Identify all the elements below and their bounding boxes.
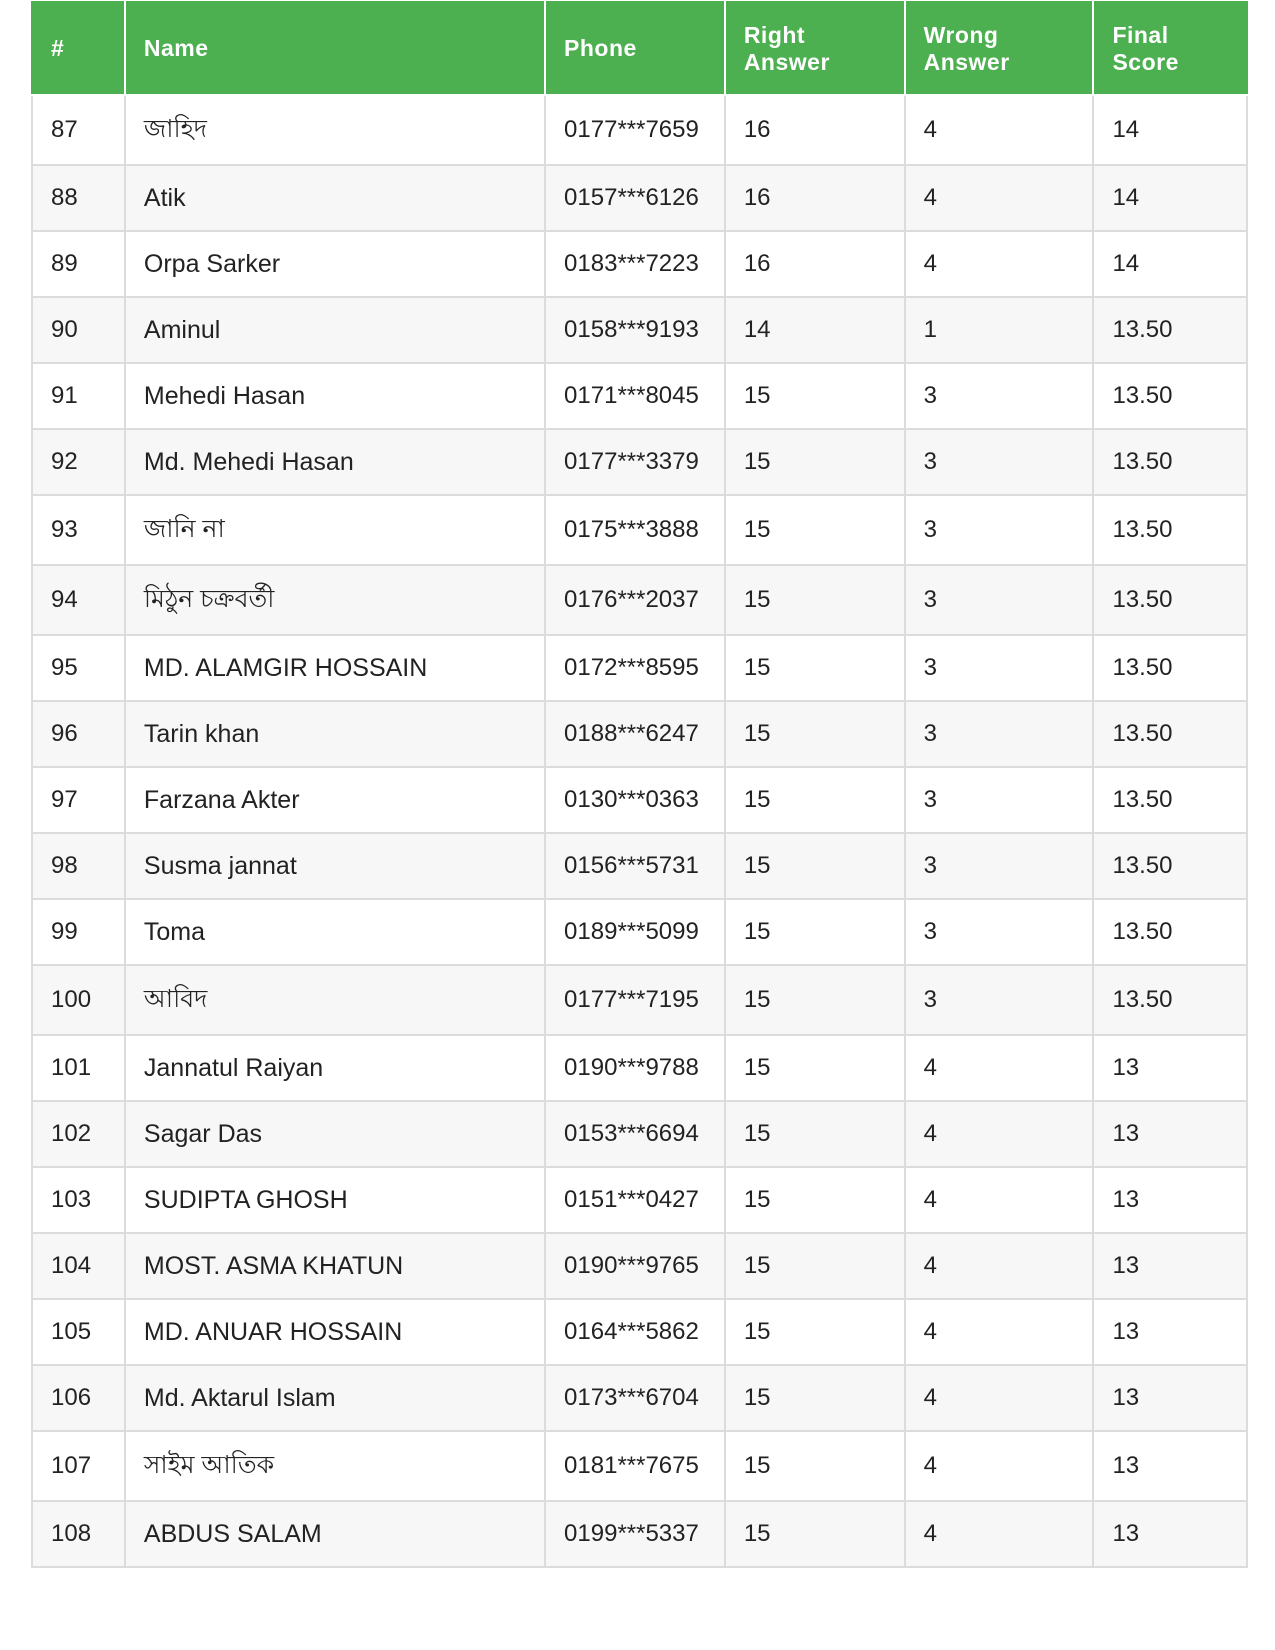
table-row xyxy=(32,429,1247,495)
name-cell: Farzana Akter xyxy=(125,767,545,833)
name-cell: Tarin khan xyxy=(125,701,545,767)
rank-cell: 95 xyxy=(32,635,125,701)
right-answer-cell: 15 xyxy=(725,965,905,1035)
right-answer-cell: 15 xyxy=(725,363,905,429)
phone-cell: 0190***9765 xyxy=(545,1233,725,1299)
wrong-answer-cell: 4 xyxy=(905,165,1094,231)
right-answer-cell: 15 xyxy=(725,1365,905,1431)
final-score-cell: 13 xyxy=(1093,1233,1247,1299)
final-score-cell: 13.50 xyxy=(1093,429,1247,495)
right-answer-cell: 15 xyxy=(725,1299,905,1365)
wrong-answer-cell: 4 xyxy=(905,1101,1094,1167)
right-answer-header-line-2: Answer xyxy=(743,48,830,75)
wrong-answer-cell: 3 xyxy=(905,495,1094,565)
wrong-answer-header xyxy=(905,2,1094,95)
final-score-cell: 13 xyxy=(1093,1101,1247,1167)
rank-cell: 94 xyxy=(32,565,125,635)
rank-cell: 89 xyxy=(32,231,125,297)
phone-cell: 0153***6694 xyxy=(545,1101,725,1167)
rank-cell: 88 xyxy=(32,165,125,231)
right-answer-cell: 15 xyxy=(725,1101,905,1167)
final-score-cell: 13.50 xyxy=(1093,965,1247,1035)
right-answer-cell: 15 xyxy=(725,429,905,495)
right-answer-cell: 16 xyxy=(725,95,905,165)
name-cell: আবিদ xyxy=(125,965,545,1035)
name-cell: Jannatul Raiyan xyxy=(125,1035,545,1101)
right-answer-cell: 15 xyxy=(725,899,905,965)
right-answer-cell: 14 xyxy=(725,297,905,363)
table-row xyxy=(32,95,1247,165)
name-cell: Sagar Das xyxy=(125,1101,545,1167)
wrong-answer-cell: 4 xyxy=(905,1035,1094,1101)
right-answer-cell: 15 xyxy=(725,1501,905,1567)
phone-cell: 0173***6704 xyxy=(545,1365,725,1431)
phone-cell: 0183***7223 xyxy=(545,231,725,297)
table-row xyxy=(32,1233,1247,1299)
final-score-cell: 14 xyxy=(1093,165,1247,231)
wrong-answer-cell: 4 xyxy=(905,95,1094,165)
name-cell: SUDIPTA GHOSH xyxy=(125,1167,545,1233)
phone-cell: 0151***0427 xyxy=(545,1167,725,1233)
final-score-cell: 13 xyxy=(1093,1035,1247,1101)
table-row xyxy=(32,635,1247,701)
rank-cell: 106 xyxy=(32,1365,125,1431)
right-answer-cell: 16 xyxy=(725,165,905,231)
wrong-answer-header-line-2: Answer xyxy=(923,48,1010,75)
wrong-answer-cell: 4 xyxy=(905,1167,1094,1233)
name-header: Name xyxy=(125,2,545,95)
wrong-answer-cell: 4 xyxy=(905,1365,1094,1431)
right-answer-cell: 15 xyxy=(725,1431,905,1501)
rank-cell: 105 xyxy=(32,1299,125,1365)
final-score-cell: 14 xyxy=(1093,231,1247,297)
right-answer-cell: 15 xyxy=(725,1233,905,1299)
phone-cell: 0176***2037 xyxy=(545,565,725,635)
final-score-cell: 13.50 xyxy=(1093,833,1247,899)
table-row xyxy=(32,965,1247,1035)
rank-cell: 100 xyxy=(32,965,125,1035)
name-cell: Aminul xyxy=(125,297,545,363)
name-cell: Susma jannat xyxy=(125,833,545,899)
final-score-cell: 13.50 xyxy=(1093,635,1247,701)
table-row xyxy=(32,1365,1247,1431)
table-row xyxy=(32,1035,1247,1101)
rank-cell: 97 xyxy=(32,767,125,833)
phone-cell: 0189***5099 xyxy=(545,899,725,965)
right-answer-cell: 15 xyxy=(725,565,905,635)
name-cell: MD. ANUAR HOSSAIN xyxy=(125,1299,545,1365)
rank-cell: 99 xyxy=(32,899,125,965)
phone-cell: 0199***5337 xyxy=(545,1501,725,1567)
right-answer-cell: 15 xyxy=(725,767,905,833)
table-row xyxy=(32,363,1247,429)
results-table xyxy=(31,1,1248,1568)
rank-cell: 92 xyxy=(32,429,125,495)
name-cell: জাহিদ xyxy=(125,95,545,165)
table-row xyxy=(32,231,1247,297)
table-row xyxy=(32,1101,1247,1167)
wrong-answer-cell: 3 xyxy=(905,565,1094,635)
final-score-header xyxy=(1093,2,1247,95)
name-cell: জানি না xyxy=(125,495,545,565)
right-answer-cell: 16 xyxy=(725,231,905,297)
table-row xyxy=(32,165,1247,231)
final-score-cell: 13 xyxy=(1093,1501,1247,1567)
final-score-cell: 13 xyxy=(1093,1431,1247,1501)
rank-cell: 101 xyxy=(32,1035,125,1101)
right-answer-header xyxy=(725,2,905,95)
right-answer-header-line-1: Right xyxy=(743,21,806,48)
name-cell: Orpa Sarker xyxy=(125,231,545,297)
name-cell: Toma xyxy=(125,899,545,965)
phone-cell: 0172***8595 xyxy=(545,635,725,701)
final-score-cell: 13.50 xyxy=(1093,565,1247,635)
phone-cell: 0188***6247 xyxy=(545,701,725,767)
name-cell: মিঠুন চক্রবর্তী xyxy=(125,565,545,635)
final-score-cell: 13.50 xyxy=(1093,495,1247,565)
phone-cell: 0157***6126 xyxy=(545,165,725,231)
final-score-cell: 13.50 xyxy=(1093,899,1247,965)
phone-cell: 0177***3379 xyxy=(545,429,725,495)
final-score-cell: 13.50 xyxy=(1093,767,1247,833)
right-answer-cell: 15 xyxy=(725,635,905,701)
name-cell: Atik xyxy=(125,165,545,231)
name-cell: Md. Aktarul Islam xyxy=(125,1365,545,1431)
right-answer-cell: 15 xyxy=(725,1035,905,1101)
table-row xyxy=(32,833,1247,899)
phone-cell: 0156***5731 xyxy=(545,833,725,899)
name-cell: সাইম আতিক xyxy=(125,1431,545,1501)
rank-cell: 102 xyxy=(32,1101,125,1167)
rank-cell: 108 xyxy=(32,1501,125,1567)
right-answer-cell: 15 xyxy=(725,495,905,565)
name-cell: MOST. ASMA KHATUN xyxy=(125,1233,545,1299)
wrong-answer-cell: 3 xyxy=(905,965,1094,1035)
final-score-cell: 13.50 xyxy=(1093,363,1247,429)
table-row xyxy=(32,899,1247,965)
wrong-answer-header-line-1: Wrong xyxy=(923,21,999,48)
name-cell: MD. ALAMGIR HOSSAIN xyxy=(125,635,545,701)
wrong-answer-cell: 4 xyxy=(905,231,1094,297)
rank-cell: 87 xyxy=(32,95,125,165)
name-cell: Mehedi Hasan xyxy=(125,363,545,429)
final-score-cell: 13.50 xyxy=(1093,297,1247,363)
rank-cell: 107 xyxy=(32,1431,125,1501)
wrong-answer-cell: 3 xyxy=(905,635,1094,701)
table-row xyxy=(32,767,1247,833)
table-row xyxy=(32,701,1247,767)
wrong-answer-cell: 3 xyxy=(905,833,1094,899)
wrong-answer-cell: 3 xyxy=(905,701,1094,767)
phone-cell: 0177***7659 xyxy=(545,95,725,165)
table-row xyxy=(32,1299,1247,1365)
table-row xyxy=(32,1167,1247,1233)
phone-cell: 0130***0363 xyxy=(545,767,725,833)
rank-cell: 93 xyxy=(32,495,125,565)
wrong-answer-cell: 3 xyxy=(905,767,1094,833)
wrong-answer-cell: 3 xyxy=(905,363,1094,429)
final-score-cell: 13 xyxy=(1093,1365,1247,1431)
final-score-cell: 13 xyxy=(1093,1299,1247,1365)
rank-header: # xyxy=(32,2,125,95)
name-cell: ABDUS SALAM xyxy=(125,1501,545,1567)
final-score-header-line-2: Score xyxy=(1112,48,1179,75)
rank-cell: 96 xyxy=(32,701,125,767)
wrong-answer-cell: 3 xyxy=(905,899,1094,965)
rank-cell: 104 xyxy=(32,1233,125,1299)
rank-cell: 103 xyxy=(32,1167,125,1233)
wrong-answer-cell: 4 xyxy=(905,1431,1094,1501)
rank-cell: 91 xyxy=(32,363,125,429)
phone-cell: 0158***9193 xyxy=(545,297,725,363)
wrong-answer-cell: 4 xyxy=(905,1299,1094,1365)
name-cell: Md. Mehedi Hasan xyxy=(125,429,545,495)
final-score-header-line-1: Final xyxy=(1112,21,1169,48)
phone-cell: 0175***3888 xyxy=(545,495,725,565)
phone-cell: 0164***5862 xyxy=(545,1299,725,1365)
phone-cell: 0190***9788 xyxy=(545,1035,725,1101)
wrong-answer-cell: 4 xyxy=(905,1501,1094,1567)
rank-cell: 90 xyxy=(32,297,125,363)
phone-header: Phone xyxy=(545,2,725,95)
phone-cell: 0181***7675 xyxy=(545,1431,725,1501)
phone-cell: 0177***7195 xyxy=(545,965,725,1035)
table-row xyxy=(32,1431,1247,1501)
table-row xyxy=(32,565,1247,635)
rank-cell: 98 xyxy=(32,833,125,899)
table-row xyxy=(32,1501,1247,1567)
right-answer-cell: 15 xyxy=(725,1167,905,1233)
wrong-answer-cell: 4 xyxy=(905,1233,1094,1299)
wrong-answer-cell: 3 xyxy=(905,429,1094,495)
table-row xyxy=(32,495,1247,565)
final-score-cell: 14 xyxy=(1093,95,1247,165)
table-row xyxy=(32,297,1247,363)
right-answer-cell: 15 xyxy=(725,833,905,899)
final-score-cell: 13 xyxy=(1093,1167,1247,1233)
header-row xyxy=(32,2,1247,95)
phone-cell: 0171***8045 xyxy=(545,363,725,429)
final-score-cell: 13.50 xyxy=(1093,701,1247,767)
right-answer-cell: 15 xyxy=(725,701,905,767)
wrong-answer-cell: 1 xyxy=(905,297,1094,363)
